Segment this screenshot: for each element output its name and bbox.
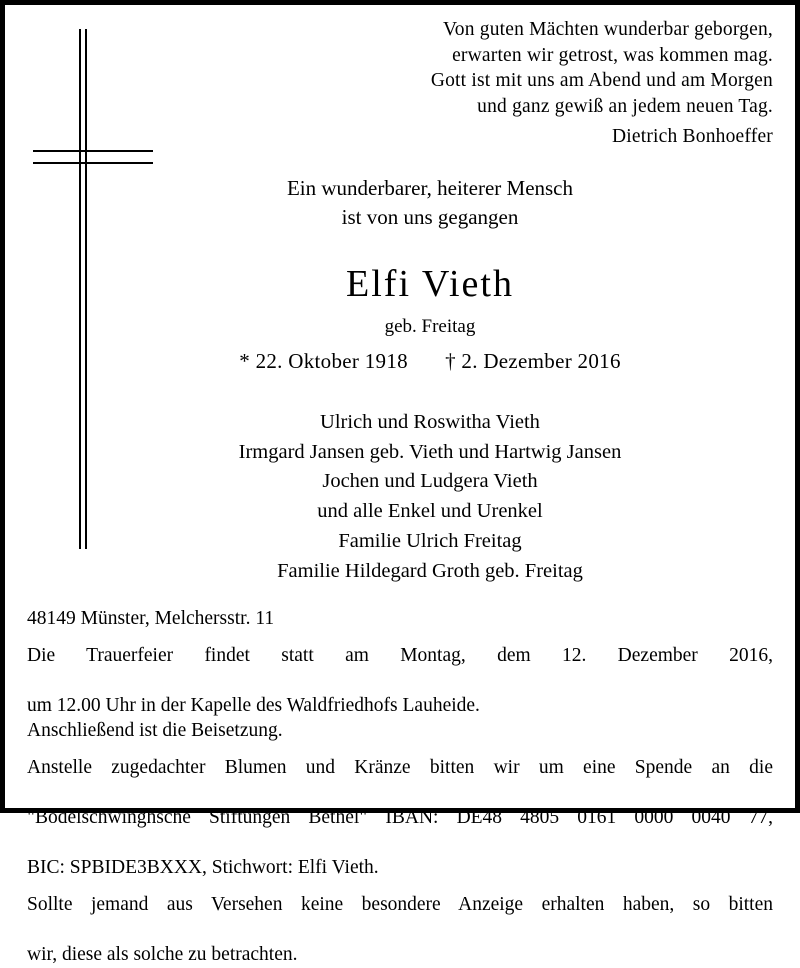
family-member-line: und alle Enkel und Urenkel bbox=[317, 500, 543, 523]
service-block bbox=[27, 644, 773, 744]
family-member-line: Familie Ulrich Freitag bbox=[338, 530, 522, 553]
family-member-line: Jochen und Ludgera Vieth bbox=[322, 470, 538, 493]
birth-date: * 22. Oktober 1918 bbox=[239, 348, 408, 373]
death-date: † 2. Dezember 2016 bbox=[445, 348, 621, 373]
notice-line-1: Sollte jemand aus Versehen keine besondere Anzeige erhalten haben, so bitten bbox=[27, 893, 773, 915]
family-member-line: Familie Hildegard Groth geb. Freitag bbox=[277, 560, 583, 583]
family-list bbox=[27, 408, 773, 588]
verse-author: Dietrich Bonhoeffer bbox=[611, 125, 773, 147]
intro-line-2: ist von uns gegangen bbox=[341, 204, 519, 229]
family-member-line: Ulrich und Roswitha Vieth bbox=[320, 410, 540, 433]
deceased-name: Elfi Vieth bbox=[346, 262, 514, 305]
service-line-2: um 12.00 Uhr in der Kapelle des Waldfriedhofs Lauheide. bbox=[27, 695, 480, 716]
verse-line-3: Gott ist mit uns am Abend und am Morgen bbox=[430, 70, 773, 92]
obituary-content bbox=[5, 5, 795, 965]
deceased-maiden-name: geb. Freitag bbox=[384, 315, 476, 337]
deceased-dates bbox=[27, 349, 773, 374]
notice-block bbox=[27, 893, 773, 968]
notice-line-2: wir, diese als solche zu betrachten. bbox=[27, 943, 298, 965]
intro-block bbox=[27, 174, 773, 232]
family-member-line: Irmgard Jansen geb. Vieth und Hartwig Jansen bbox=[238, 440, 622, 463]
donation-line-1: Anstelle zugedachter Blumen und Kränze bitten wir um eine Spende an die bbox=[27, 756, 773, 778]
intro-line-1: Ein wunderbarer, heiterer Mensch bbox=[286, 175, 574, 200]
address-line: 48149 Münster, Melchersstr. 11 bbox=[27, 608, 275, 630]
details-block bbox=[27, 607, 773, 967]
donation-line-3: BIC: SPBIDE3BXXX, Stichwort: Elfi Vieth. bbox=[27, 856, 379, 878]
address-block bbox=[27, 607, 773, 632]
service-line-1: Die Trauerfeier findet statt am Montag, dem 12. Dezember 2016, bbox=[27, 645, 773, 667]
verse-line-1: Von guten Mächten wunderbar geborgen, bbox=[443, 19, 773, 40]
service-line-3: Anschließend ist die Beisetzung. bbox=[27, 719, 283, 741]
verse-line-2: erwarten wir getrost, was kommen mag. bbox=[452, 44, 773, 66]
donation-line-2: "Bodelschwinghsche Stiftungen Bethel" IBAN: DE48 4805 0161 0000 0040 77, bbox=[27, 806, 773, 828]
donation-block bbox=[27, 756, 773, 881]
verse-block bbox=[27, 17, 773, 150]
verse-line-4: und ganz gewiß an jedem neuen Tag. bbox=[477, 96, 773, 118]
